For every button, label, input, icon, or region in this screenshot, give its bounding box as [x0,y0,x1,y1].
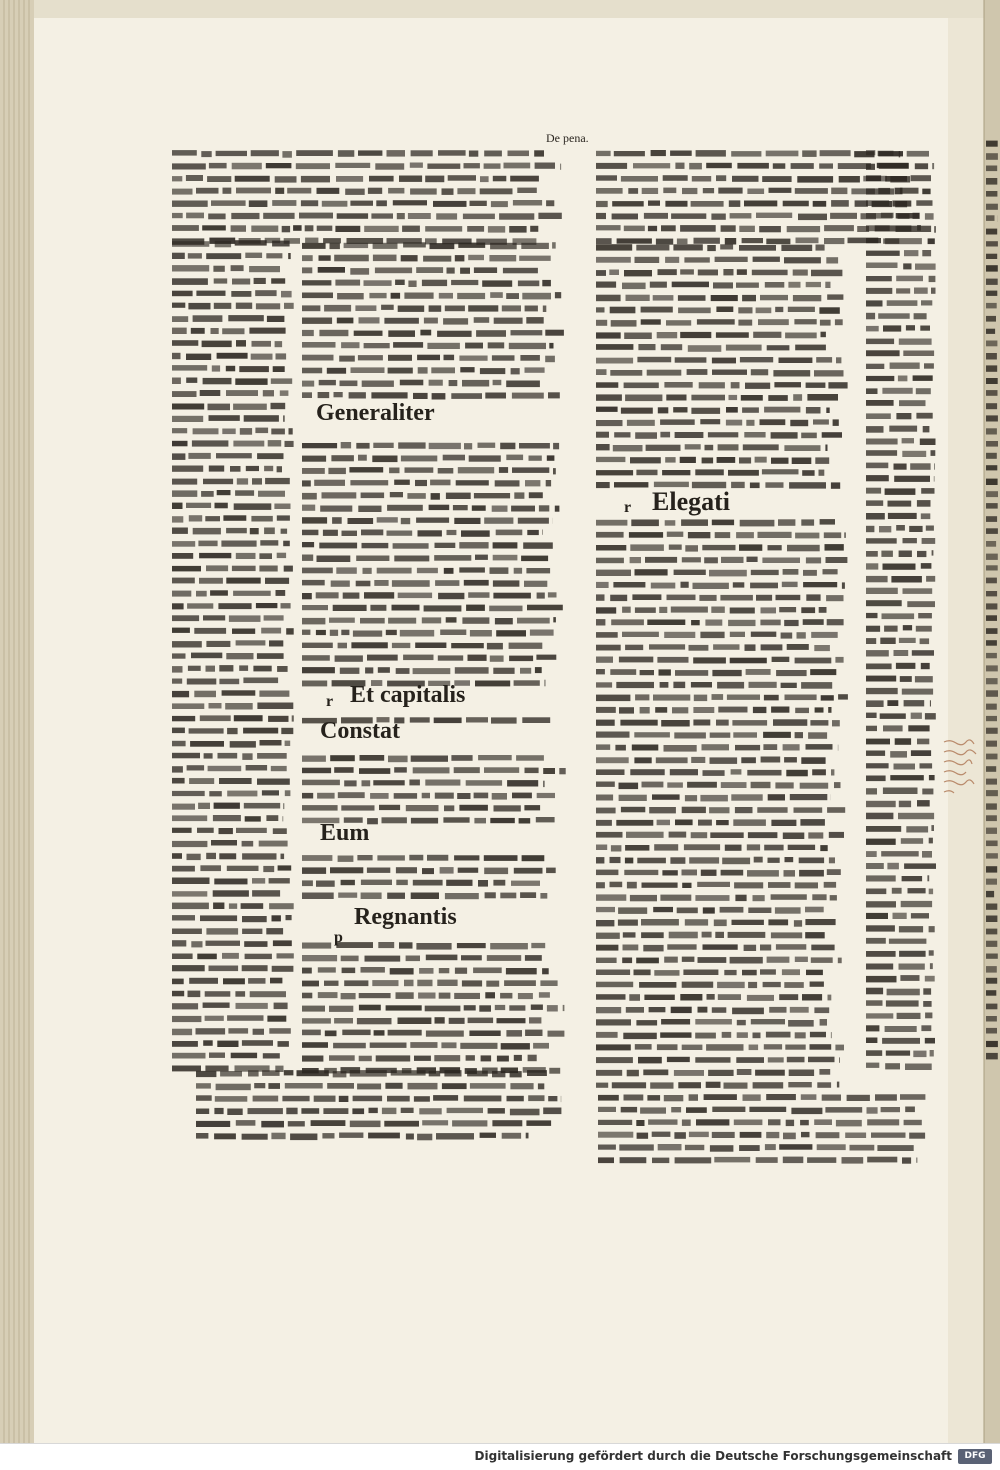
digitization-footer [0,1443,1000,1470]
lemma-et-capitalis: Et capitalis [350,682,465,708]
lemma-regnantis: Regnantis [354,904,457,930]
lemma-constat: Constat [320,718,400,744]
section-letter-r2: r [624,499,631,516]
lemma-eum: Eum [320,820,369,846]
lemma-elegati: Elegati [652,487,730,516]
dfg-logo: DFG [958,1449,992,1464]
section-letter-p: p [334,929,343,946]
section-letter-r1: r [326,693,333,710]
lemma-generaliter: Generaliter [316,400,435,426]
funding-notice: Digitalisierung gefördert durch die Deutsche Forschungsgemeinschaft [475,1449,952,1463]
running-header: De pena. [546,131,589,146]
